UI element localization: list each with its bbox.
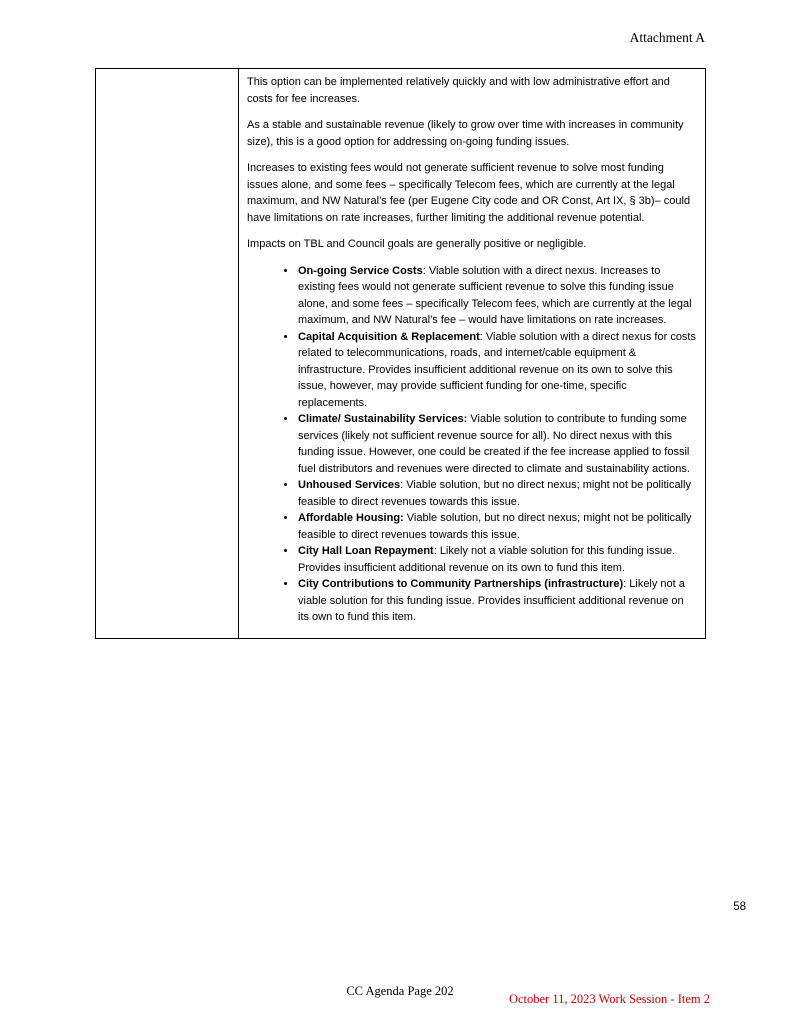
list-item [297, 263, 696, 329]
bullet-text: Viable solution to contribute to funding some services (likely not sufficient revenue source for all). No direct nexus with this funding issue. However, one could be created if the fee increase applied to fossil fuel distributors and revenues were directed to climate and sustainability actions. [298, 413, 690, 475]
page-number: 58 [733, 901, 746, 913]
content-table [95, 68, 706, 639]
bullet-term: City Hall Loan Repayment [298, 545, 434, 557]
list-item [297, 411, 696, 477]
bullet-term: On-going Service Costs [298, 264, 423, 277]
bullet-text: : Viable solution, but no direct nexus; might not be politically feasible to direct revenues towards this issue. [298, 479, 691, 508]
list-item [297, 510, 696, 543]
paragraph: As a stable and sustainable revenue (likely to grow over time with increases in community size), this is a good option for addressing on-going funding issues. [247, 119, 684, 148]
agenda-page-label: CC Agenda Page 202 [346, 984, 454, 998]
bullet-term: Affordable Housing: [298, 512, 404, 524]
bullet-text: Viable solution, but no direct nexus; might not be politically feasible to direct revenues towards this issue. [298, 512, 692, 541]
bullet-text: : Viable solution with a direct nexus for costs related to telecommunications, roads, and internet/cable equipment & infrastructure. Provides insufficient additional revenue on its own to solve this issue, however, may provide sufficient funding for one-time, specific replacements. [298, 330, 696, 409]
attachment-header: Attachment A [629, 30, 705, 45]
bullet-term: City Contributions to Community Partnerships (infrastructure) [298, 578, 624, 590]
list-item [297, 576, 696, 626]
bullet-text: : Likely not a viable solution for this funding issue. Provides insufficient additional revenue on its own to fund this item. [298, 578, 685, 623]
bullet-term: Capital Acquisition & Replacement [298, 330, 480, 343]
paragraph: Increases to existing fees would not generate sufficient revenue to solve most funding issues alone, and some fees – specifically Telecom fees, which are currently at the legal maximum, and NW Natural’s fee (per Eugene City code and OR Const, Art IX, § 3b)– could have limitations on rate increases, further limiting the additional revenue potential. [247, 162, 691, 224]
table-cell-right [239, 69, 706, 639]
work-session-note: October 11, 2023 Work Session - Item 2 [508, 992, 710, 1006]
list-item [297, 543, 696, 576]
paragraph: This option can be implemented relatively quickly and with low administrative effort and costs for fee increases. [247, 76, 670, 105]
list-item [297, 329, 696, 412]
paragraph: Impacts on TBL and Council goals are generally positive or negligible. [247, 238, 587, 250]
bullet-text: : Viable solution with a direct nexus. Increases to existing fees would not generate sufficient revenue to solve this funding issue alone, and some fees – specifically Telecom fees, which are currently at the legal maximum, and NW Natural’s fee – would have limitations on rate increases. [298, 264, 692, 326]
bullet-text: : Likely not a viable solution for this funding issue. Provides insufficient additional revenue on its own to fund this item. [298, 545, 676, 574]
bullet-list [247, 263, 696, 626]
bullet-term: Climate/ Sustainability Services: [298, 413, 468, 425]
bullet-term: Unhoused Services [298, 479, 401, 491]
table-row [96, 69, 706, 639]
table-cell-left-empty [96, 69, 239, 639]
list-item [297, 477, 696, 510]
